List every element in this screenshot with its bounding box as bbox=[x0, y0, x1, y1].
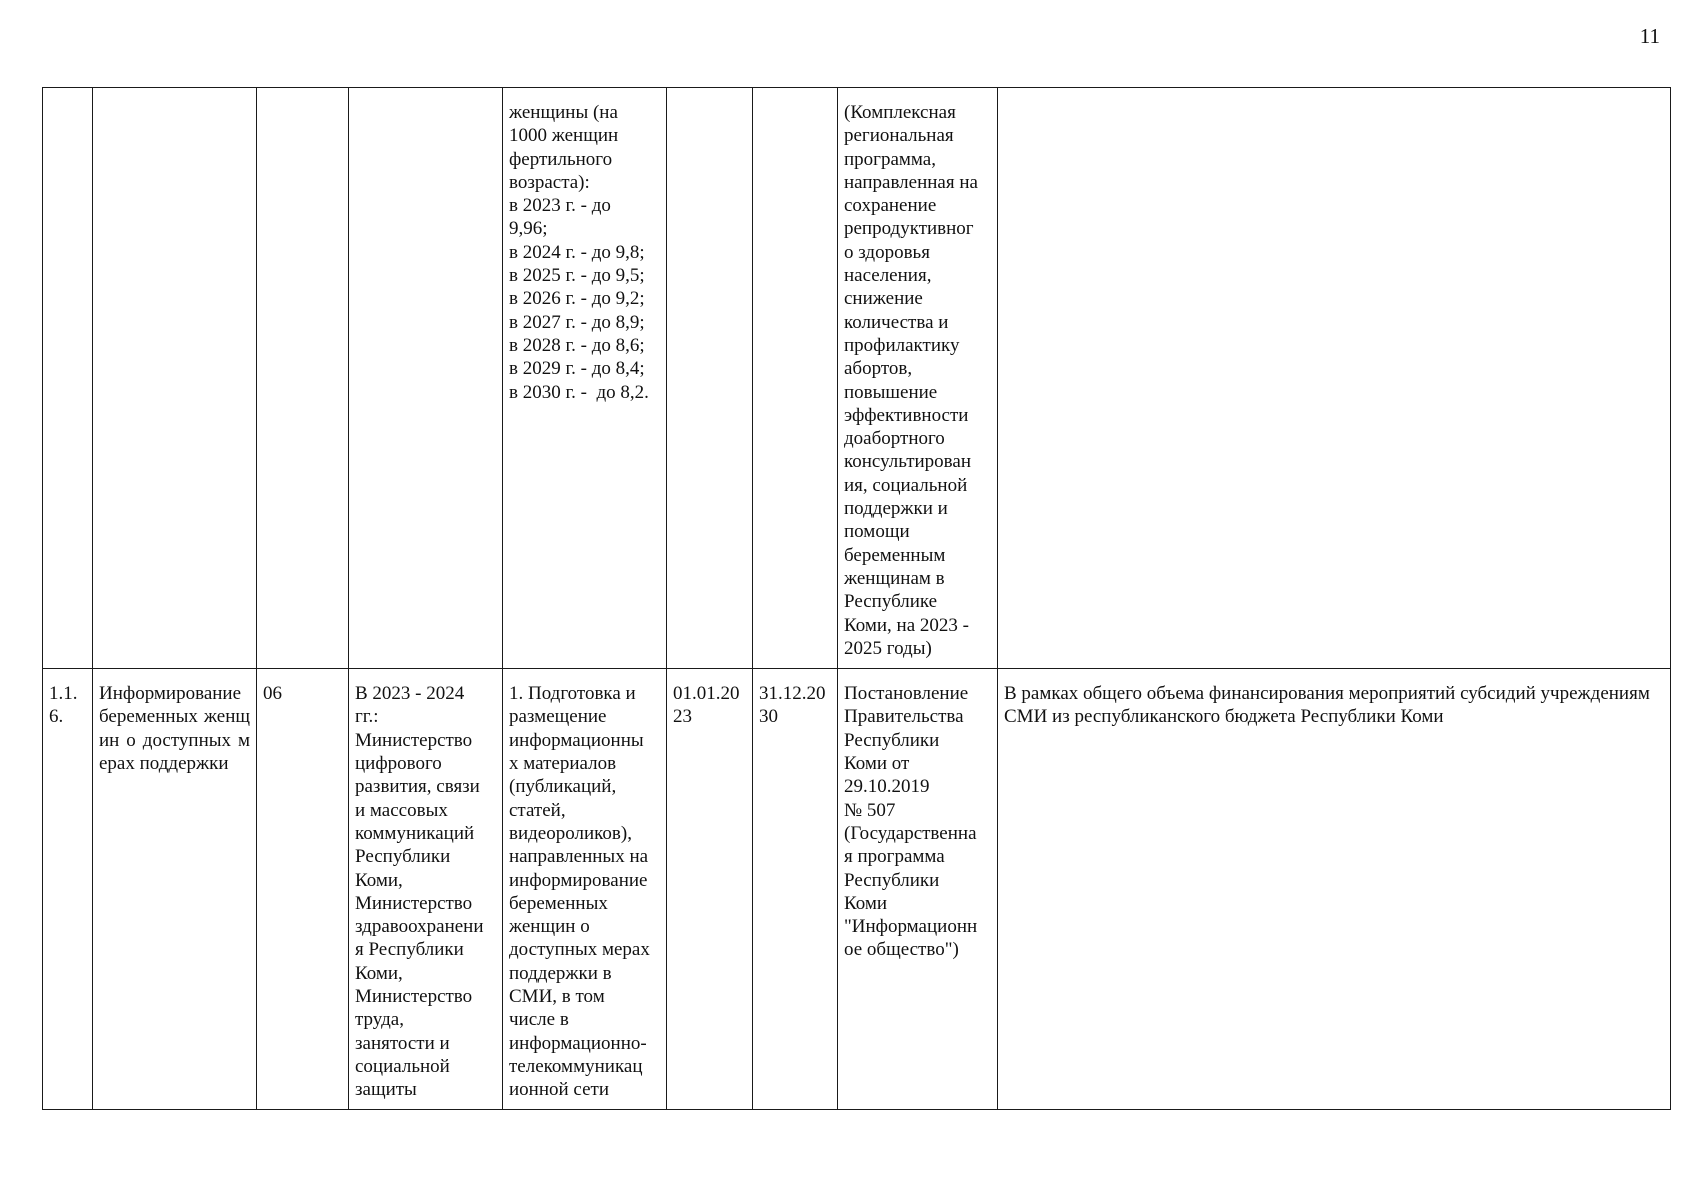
cell-executors bbox=[349, 88, 503, 669]
cell-executors: В 2023 - 2024 гг.: Министерство цифрового развития, связи и массовых коммуникаций Республики Коми, Министерство здравоохранени я Республики Коми, Министерство труда, занятости и социальной защиты bbox=[349, 669, 503, 1110]
cell-event: Информирование беременных женщин о доступных мерах поддержки bbox=[93, 669, 257, 1110]
cell-indicators: женщины (на 1000 женщин фертильного возраста): в 2023 г. - до 9,96; в 2024 г. - до 9,8; в 2025 г. - до 9,5; в 2026 г. - до 9,2; в 2027 г. - до 8,9; в 2028 г. - до 8,6; в 2029 г. - до 8,4; в 2030 г. - до 8,2. bbox=[503, 88, 667, 669]
page-number: 11 bbox=[1639, 24, 1660, 48]
cell-number: 1.1. 6. bbox=[43, 669, 93, 1110]
cell-end-date: 31.12.20 30 bbox=[753, 669, 838, 1110]
table-row bbox=[43, 88, 1671, 669]
cell-financing bbox=[998, 88, 1671, 669]
cell-start-date bbox=[667, 88, 753, 669]
cell-document: (Комплексная региональная программа, направленная на сохранение репродуктивног о здоровья населения, снижение количества и профилактику абортов, повышение эффективности доабортного консультирован ия, социальной поддержки и помощи беременным женщинам в Республике Коми, на 2023 - 2025 годы) bbox=[838, 88, 998, 669]
cell-start-date: 01.01.20 23 bbox=[667, 669, 753, 1110]
cell-code: 06 bbox=[257, 669, 349, 1110]
cell-event bbox=[93, 88, 257, 669]
cell-financing: В рамках общего объема финансирования мероприятий субсидий учреждениям СМИ из республиканского бюджета Республики Коми bbox=[998, 669, 1671, 1110]
measures-table bbox=[42, 87, 1671, 1110]
cell-indicators: 1. Подготовка и размещение информационны х материалов (публикаций, статей, видеороликов), направленных на информирование беременных женщин о доступных мерах поддержки в СМИ, в том числе в информационно- телекоммуникац ионной сети bbox=[503, 669, 667, 1110]
cell-number bbox=[43, 88, 93, 669]
cell-document: Постановление Правительства Республики Коми от 29.10.2019 № 507 (Государственна я программа Республики Коми "Информационн ое общество") bbox=[838, 669, 998, 1110]
cell-end-date bbox=[753, 88, 838, 669]
cell-code bbox=[257, 88, 349, 669]
table-row bbox=[43, 669, 1671, 1110]
